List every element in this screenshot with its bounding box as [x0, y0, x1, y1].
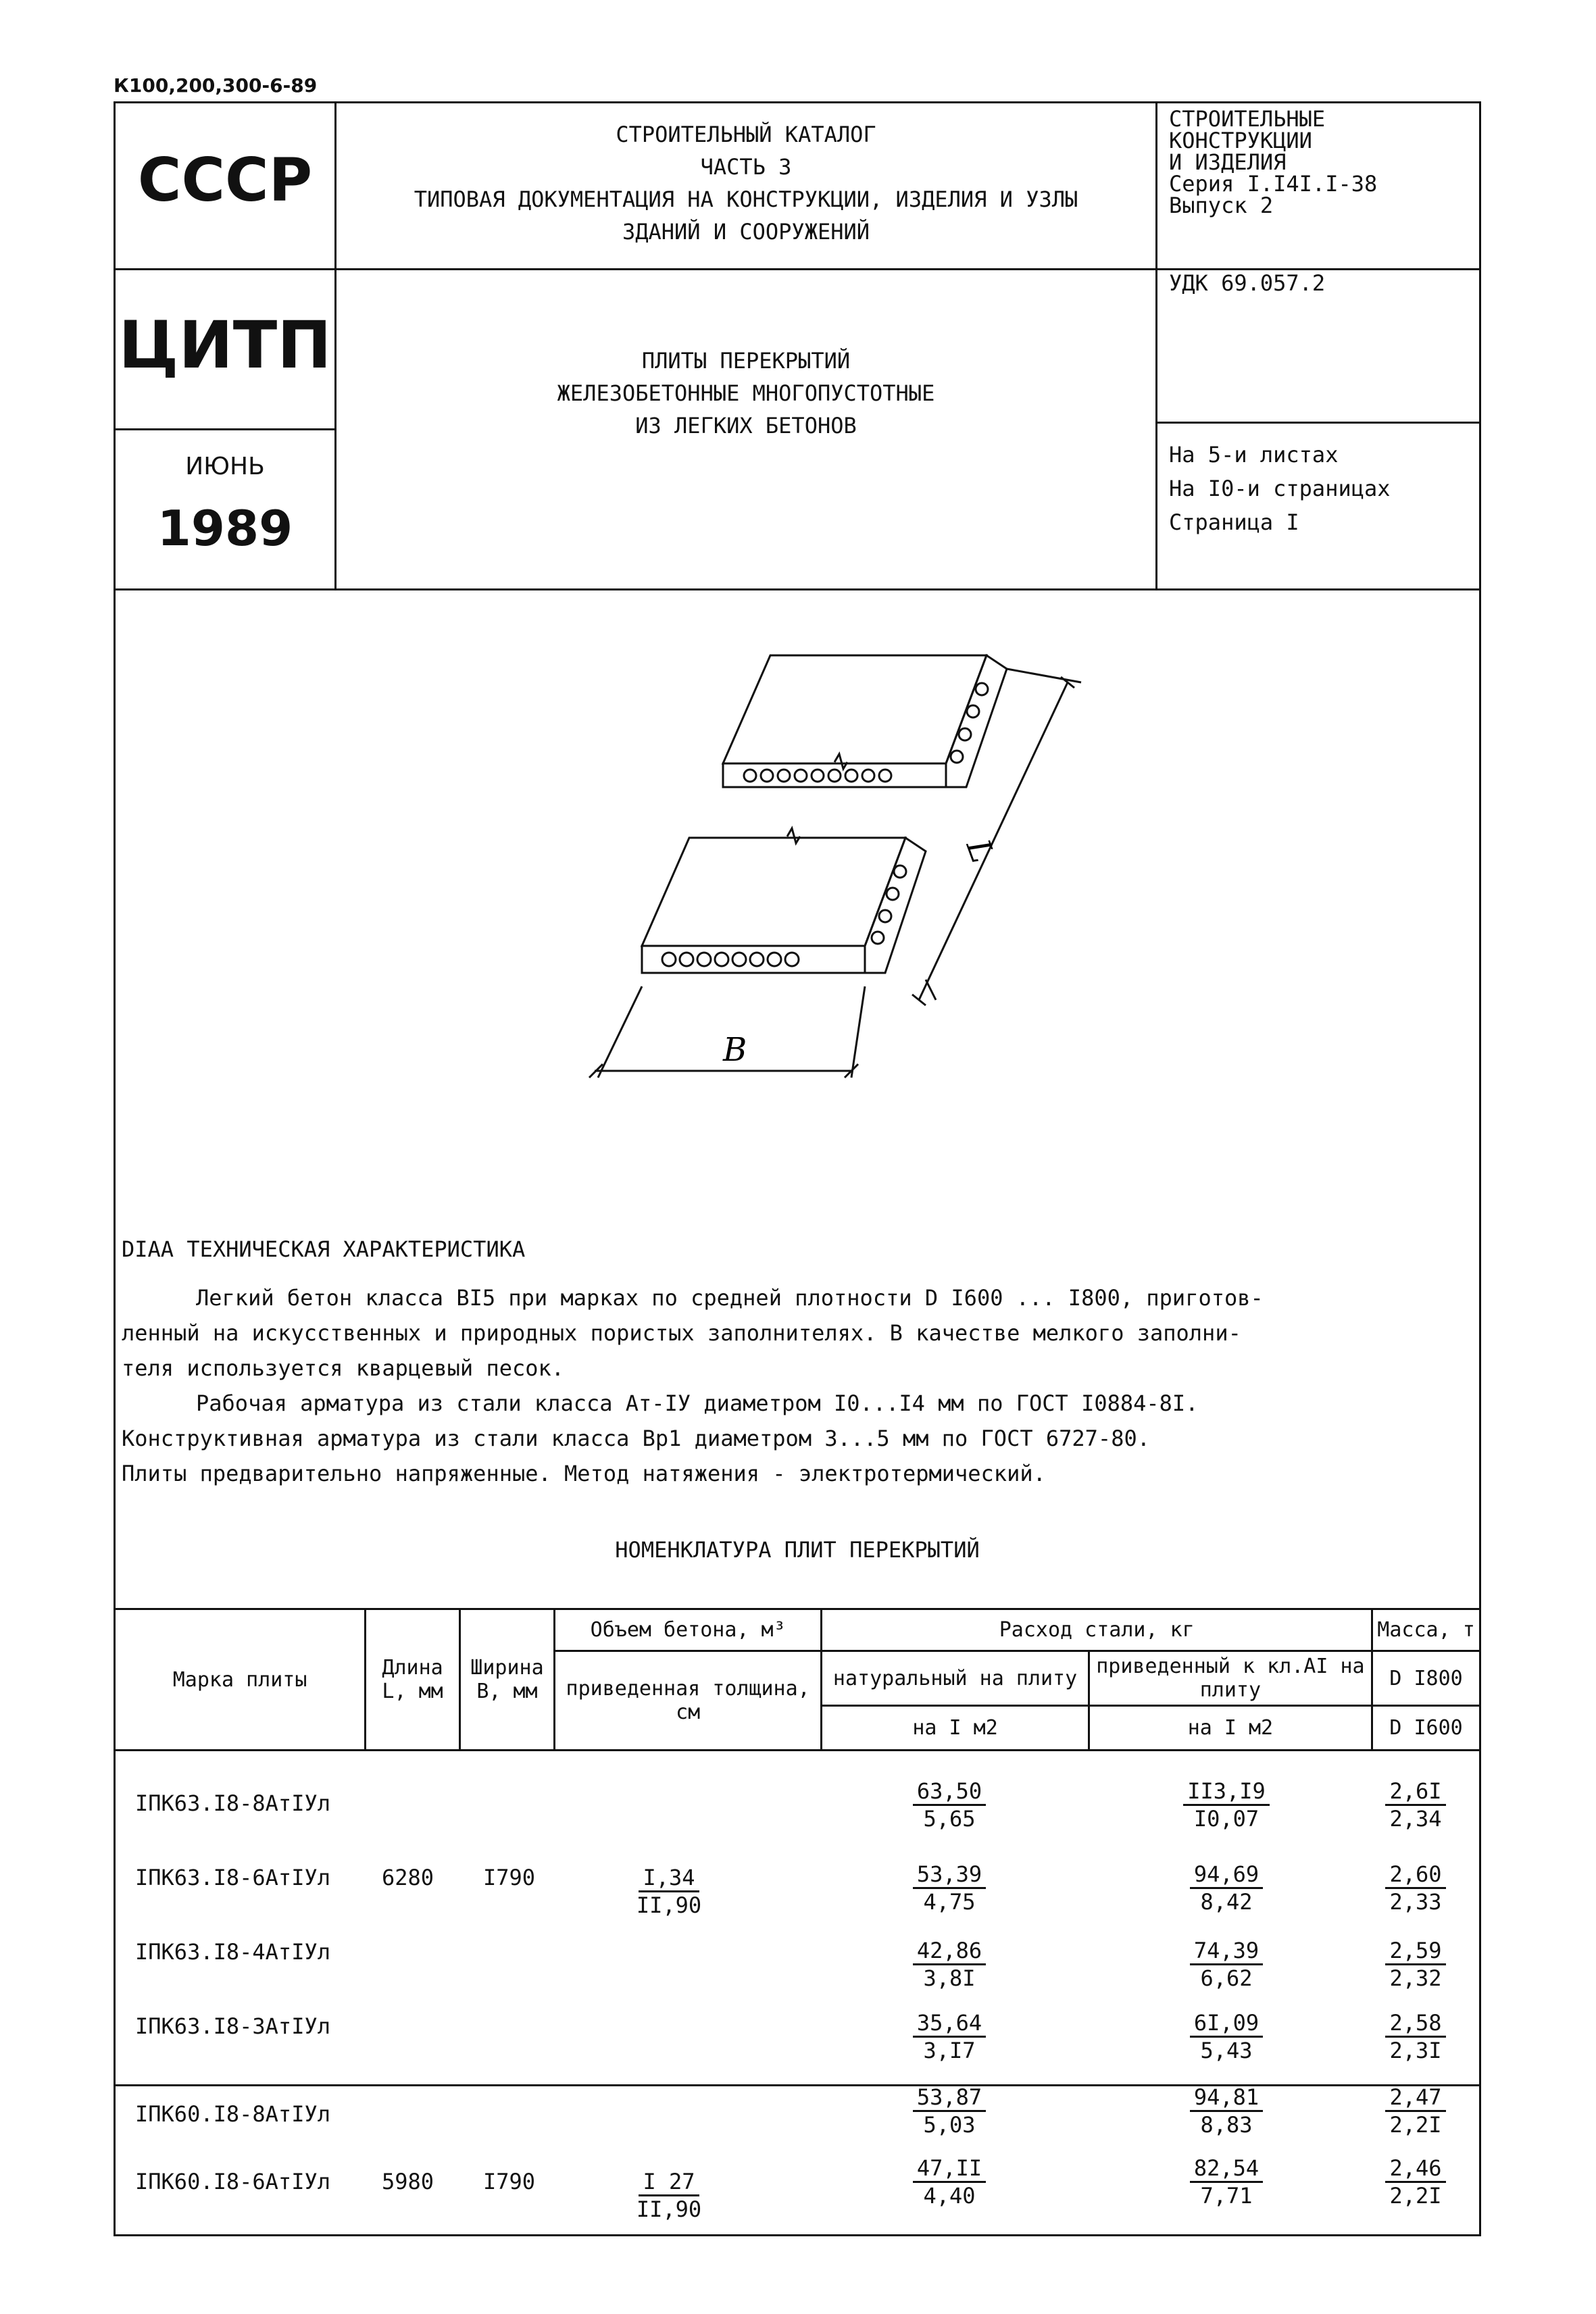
col-steel-nat: натуральный на плиту: [822, 1651, 1089, 1706]
series-line-1: СТРОИТЕЛЬНЫЕ: [1169, 106, 1326, 132]
sheets-text: [1169, 438, 1391, 539]
upper-slab-top: [723, 655, 987, 763]
table-row: IПК63.I8-3АтIУл: [135, 2013, 330, 2039]
nomenclature-table-header: [114, 1608, 1481, 1751]
catalog-line-4: ЗДАНИЙ И СООРУЖЕНИЙ: [622, 219, 870, 245]
group2-width: I790: [483, 2169, 536, 2194]
product-line-1: ПЛИТЫ ПЕРЕКРЫТИЙ: [641, 348, 851, 374]
lower-slab-front-holes: [662, 953, 799, 966]
udk-label: УДК 69.057.2: [1169, 270, 1326, 296]
col-steel-red-sub: на I м2: [1089, 1706, 1372, 1751]
upper-slab-side-holes: [951, 683, 988, 763]
col-mass: Масса, т: [1372, 1609, 1480, 1651]
row6-red: $\frac{82,54}{7,71}$: [1176, 2155, 1277, 2209]
row3-nat: $\frac{42,86}{3,8I}$: [899, 1938, 1000, 1991]
row5-nat: $\frac{53,87}{5,03}$: [899, 2084, 1000, 2138]
tech-paragraph-cont: [122, 1315, 1460, 1491]
col-steel-nat-sub: на I м2: [822, 1706, 1089, 1751]
product-title: [334, 345, 1157, 442]
row6-mass: $\frac{2,46}{2,2I}$: [1365, 2155, 1466, 2209]
product-line-2: ЖЕЛЕЗОБЕТОННЫЕ МНОГОПУСТОТНЫЕ: [557, 380, 935, 406]
row1-mass: $\frac{2,6I}{2,34}$: [1365, 1778, 1466, 1832]
sheets-line-3: Страница I: [1169, 509, 1299, 535]
row3-mass: $\frac{2,59}{2,32}$: [1365, 1938, 1466, 1991]
col-length: Длина L, мм: [366, 1609, 460, 1751]
catalog-line-2: ЧАСТЬ 3: [700, 154, 792, 180]
lower-slab-side: [865, 838, 926, 973]
row4-mass: $\frac{2,58}{2,3I}$: [1365, 2010, 1466, 2063]
col-mark: Марка плиты: [115, 1609, 366, 1751]
country-label: СССР: [137, 145, 313, 215]
group2-volume: [618, 2169, 720, 2222]
group2-volume-den: II,90: [636, 2196, 702, 2222]
width-label: B: [723, 1031, 747, 1069]
group1-width: I790: [483, 1865, 536, 1890]
tech-line-5: Конструктивная арматура из стали класса Вр1 диаметром 3...5 мм по ГОСТ 6727-80.: [122, 1426, 1150, 1451]
tech-line-6: Плиты предварительно напряженные. Метод натяжения - электротермический.: [122, 1461, 1046, 1486]
lower-slab-top: [642, 838, 905, 946]
catalog-line-3: ТИПОВАЯ ДОКУМЕНТАЦИЯ НА КОНСТРУКЦИИ, ИЗДЕЛИЯ И УЗЛЫ: [414, 186, 1078, 212]
row5-red: $\frac{94,81}{8,83}$: [1176, 2084, 1277, 2138]
product-line-3: ИЗ ЛЕГКИХ БЕТОНОВ: [635, 413, 857, 438]
group2-volume-num: I 27: [639, 2169, 699, 2196]
table-row: IПК63.I8-4АтIУл: [135, 1939, 330, 1965]
row1-red: $\frac{II3,I9}{I0,07}$: [1176, 1778, 1277, 1832]
row3-red: $\frac{74,39}{6,62}$: [1176, 1938, 1277, 1991]
upper-slab-side: [946, 655, 1007, 787]
body-col-line: [1479, 1743, 1481, 2236]
row4-red: $\frac{6I,09}{5,43}$: [1176, 2010, 1277, 2063]
row2-nat: $\frac{53,39}{4,75}$: [899, 1861, 1000, 1915]
series-line-3: И ИЗДЕЛИЯ: [1169, 149, 1287, 175]
length-label: L: [958, 834, 1002, 868]
series-line-4: Серия I.I4I.I-38: [1169, 171, 1378, 197]
col-mass-d1800: D I800: [1372, 1651, 1480, 1706]
lower-slab-side-holes: [872, 865, 906, 944]
tech-line-1: Легкий бетон класса BI5 при марках по средней плотности D I600 ... I800, приготов-: [196, 1285, 1264, 1311]
body-col-line: [114, 1743, 116, 2236]
tech-line-2: ленный на искусственных и природных пористых заполнителях. В качестве мелкого заполни-: [122, 1320, 1241, 1346]
col-steel-red: приведенный к кл.АI на плиту: [1089, 1651, 1372, 1706]
series-text: [1169, 108, 1377, 216]
table-row: IПК63.I8-8АтIУл: [135, 1790, 330, 1816]
col-volume-sub: приведенная толщина, см: [554, 1651, 821, 1751]
col-width: Ширина B, мм: [460, 1609, 555, 1751]
group1-volume: [618, 1865, 720, 1918]
col-steel: Расход стали, кг: [822, 1609, 1372, 1651]
document-code: К100,200,300-6-89: [114, 74, 318, 97]
row2-red: $\frac{94,69}{8,42}$: [1176, 1861, 1277, 1915]
group2-length: 5980: [382, 2169, 434, 2194]
group1-length: 6280: [382, 1865, 434, 1890]
sheets-line-2: На I0-и страницах: [1169, 476, 1391, 501]
series-line-2: КОНСТРУКЦИИ: [1169, 128, 1312, 153]
table-row: IПК60.I8-6АтIУл: [135, 2169, 330, 2194]
row5-mass: $\frac{2,47}{2,2I}$: [1365, 2084, 1466, 2138]
upper-slab-front-holes: [744, 770, 891, 782]
tech-heading: DIAA ТЕХНИЧЕСКАЯ ХАРАКТЕРИСТИКА: [122, 1236, 526, 1262]
slab-drawing: [568, 635, 1108, 1108]
table-row: IПК60.I8-8АтIУл: [135, 2101, 330, 2127]
group1-volume-num: I,34: [639, 1865, 699, 1892]
tech-line-4: Рабочая арматура из стали класса Ат-IУ диаметром I0...I4 мм по ГОСТ I0884-8I.: [196, 1390, 1199, 1416]
tech-line-3: теля используется кварцевый песок.: [122, 1355, 565, 1381]
row1-nat: $\frac{63,50}{5,65}$: [899, 1778, 1000, 1832]
col-mass-d1600: D I600: [1372, 1706, 1480, 1751]
sheets-line-1: На 5-и листах: [1169, 442, 1339, 468]
month-label: ИЮНЬ: [185, 453, 265, 480]
table-row: IПК63.I8-6АтIУл: [135, 1865, 330, 1890]
row2-mass: $\frac{2,60}{2,33}$: [1365, 1861, 1466, 1915]
table-title: НОМЕНКЛАТУРА ПЛИТ ПЕРЕКРЫТИЙ: [615, 1537, 980, 1563]
row6-nat: $\frac{47,II}{4,40}$: [899, 2155, 1000, 2209]
catalog-title: [334, 118, 1157, 248]
tech-paragraph: [196, 1280, 1446, 1315]
group1-volume-den: II,90: [636, 1892, 702, 1918]
year-label: 1989: [157, 500, 293, 557]
series-line-5: Выпуск 2: [1169, 193, 1274, 218]
col-volume: Объем бетона, м³: [554, 1609, 821, 1651]
catalog-line-1: СТРОИТЕЛЬНЫЙ КАТАЛОГ: [616, 122, 876, 147]
org-label: ЦИТП: [118, 307, 332, 383]
row4-nat: $\frac{35,64}{3,I7}$: [899, 2010, 1000, 2063]
